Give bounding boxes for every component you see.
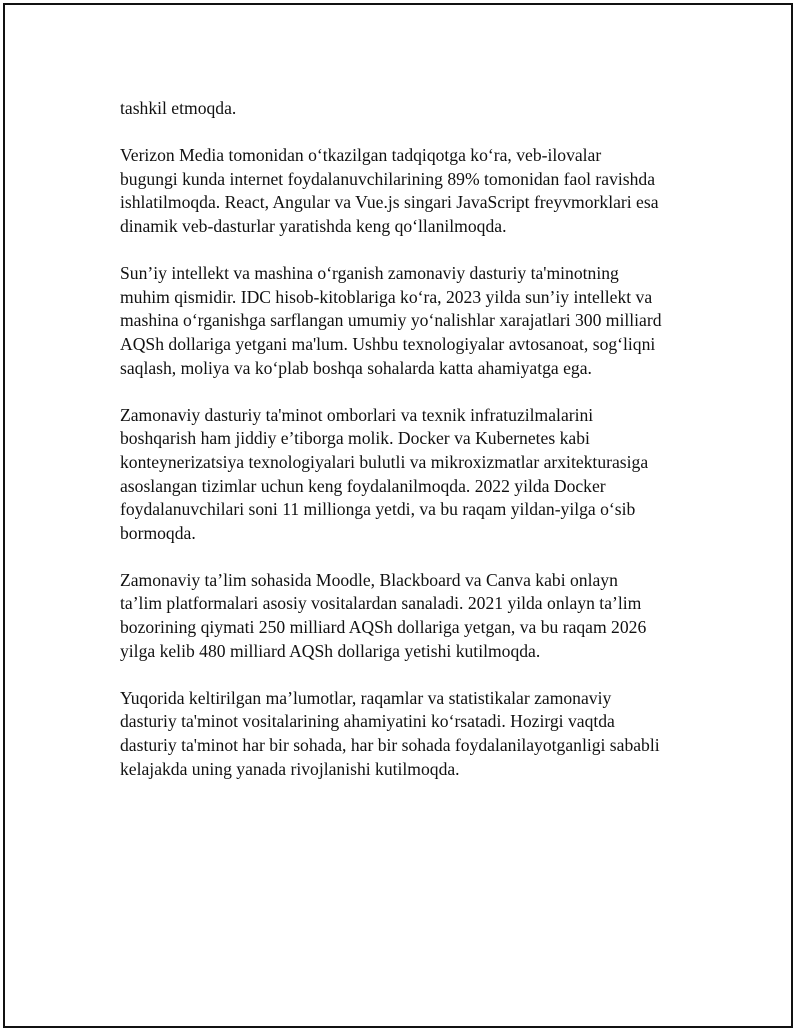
document-page [3, 3, 793, 1028]
paragraph-intro-fragment: tashkil etmoqda. [120, 98, 237, 118]
paragraph-conclusion: Yuqorida keltirilgan ma’lumotlar, raqamlar va statistikalar zamonaviy dasturiy ta'minot vositalarining ahamiyatini ko‘rsatadi. Hozirgi vaqtda dasturiy ta'minot har bir sohada, har bir sohada foydalanilayotganligi sababli kelajakda uning yanada rivojlanishi kutilmoqda. [120, 687, 660, 779]
paragraph-ai-ml: Sun’iy intellekt va mashina o‘rganish zamonaviy dasturiy ta'minotning muhim qismidir. IDC hisob-kitoblariga ko‘ra, 2023 yilda sun’iy intellekt va mashina o‘rganishga sarflangan umumiy yo‘nalishlar xarajatlari 300 milliard AQSh dollariga yetgani ma'lum. Ushbu texnologiyalar avtosanoat, sog‘liqni saqlash, moliya va ko‘plab boshqa sohalarda katta ahamiyatga ega. [120, 263, 662, 378]
paragraph-web-apps: Verizon Media tomonidan o‘tkazilgan tadqiqotga ko‘ra, veb-ilovalar bugungi kunda internet foydalanuvchilarining 89% tomonidan faol ravishda ishlatilmoqda. React, Angular va Vue.js singari JavaScript freyvmorklari esa dinamik veb-dasturlar yaratishda keng qo‘llanilmoqda. [120, 145, 659, 236]
paragraph-online-education: Zamonaviy ta’lim sohasida Moodle, Blackboard va Canva kabi onlayn ta’lim platformalari asosiy vositalardan sanaladi. 2021 yilda onlayn ta’lim bozorining qiymati 250 milliard AQSh dollariga yetgan, va bu raqam 2026 yilga kelib 480 milliard AQSh dollariga yetishi kutilmoqda. [120, 569, 647, 661]
document-body [120, 97, 700, 805]
paragraph-containerization: Zamonaviy dasturiy ta'minot omborlari va texnik infratuzilmalarini boshqarish ham jiddiy e’tiborga molik. Docker va Kubernetes kabi konteynerizatsiya texnologiyalari bulutli va mikroxizmatlar arxitekturasiga asoslangan tizimlar uchun keng foydalanilmoqda. 2022 yilda Docker foydalanuvchilari soni 11 millionga yetdi, va bu raqam yildan-yilga o‘sib bormoqda. [120, 404, 649, 543]
